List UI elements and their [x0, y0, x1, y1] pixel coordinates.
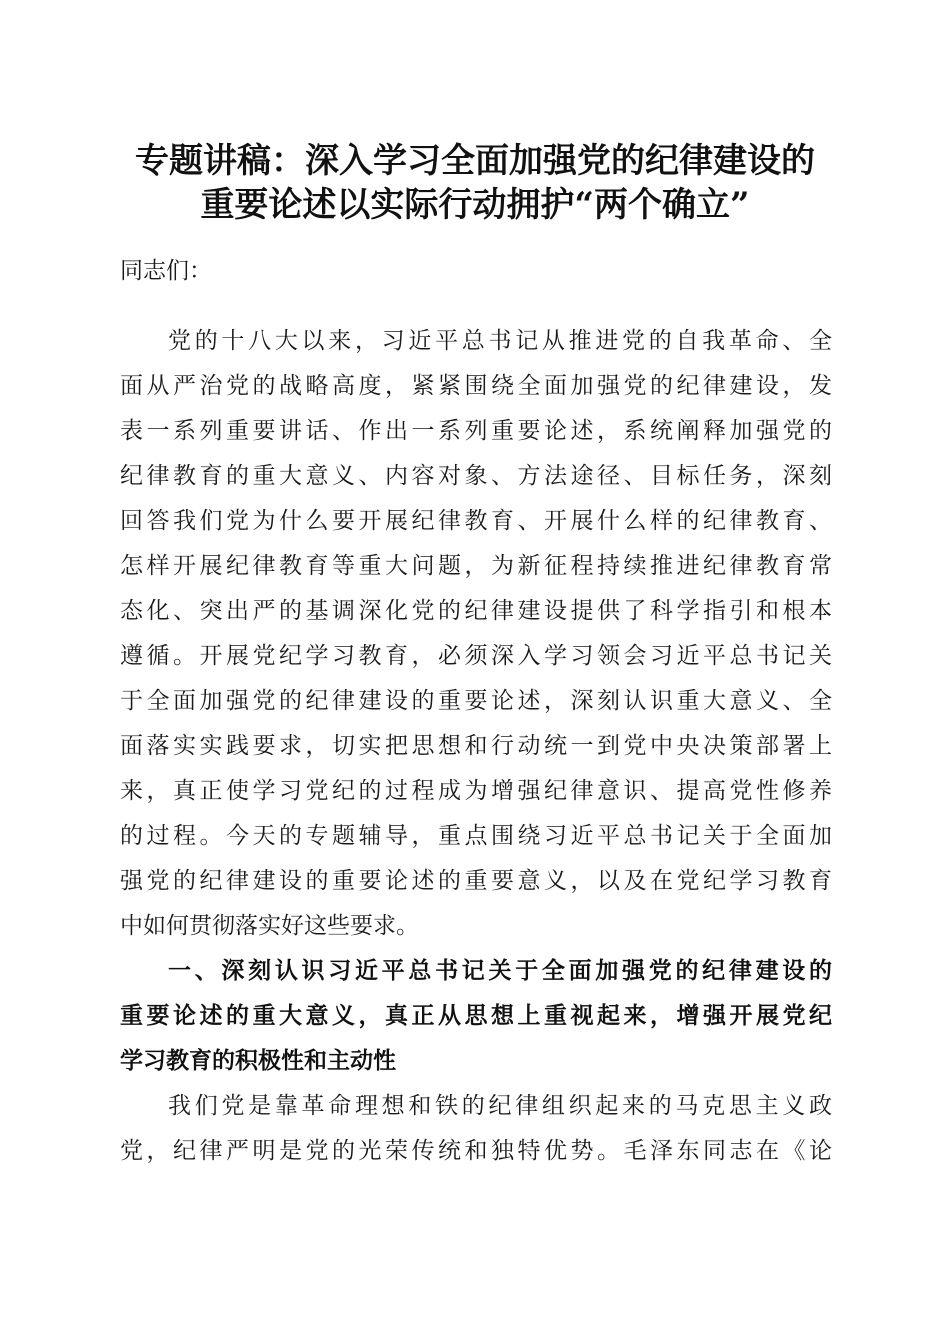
paragraph-1-line: 面落实实践要求，切实把思想和行动统一到党中央决策部署上: [120, 733, 832, 759]
section-heading-1-line: 重要论述的重大意义，真正从思想上重视起来，增强开展党纪: [120, 1003, 832, 1029]
section-heading-1-line: 学习教育的积极性和主动性: [120, 1048, 396, 1074]
paragraph-1-line: 党的十八大以来，习近平总书记从推进党的自我革命、全: [168, 328, 832, 354]
greeting: 同志们：: [120, 258, 212, 284]
paragraph-1-line: 表一系列重要讲话、作出一系列重要论述，系统阐释加强党的: [120, 418, 832, 444]
paragraph-1-line: 态化、突出严的基调深化党的纪律建设提供了科学指引和根本: [120, 598, 832, 624]
paragraph-2-line: 我们党是靠革命理想和铁的纪律组织起来的马克思主义政: [168, 1093, 832, 1119]
paragraph-2-line: 党，纪律严明是党的光荣传统和独特优势。毛泽东同志在《论: [120, 1138, 832, 1164]
paragraph-1-line: 回答我们党为什么要开展纪律教育、开展什么样的纪律教育、: [120, 508, 832, 534]
paragraph-1-line: 的过程。今天的专题辅导，重点围绕习近平总书记关于全面加: [120, 823, 832, 849]
document-title-line-1: 专题讲稿：深入学习全面加强党的纪律建设的: [135, 141, 815, 181]
paragraph-1-line: 遵循。开展党纪学习教育，必须深入学习领会习近平总书记关: [120, 643, 832, 669]
document-title-line-2: 重要论述以实际行动拥护“两个确立”: [200, 185, 750, 225]
paragraph-1-line: 纪律教育的重大意义、内容对象、方法途径、目标任务，深刻: [120, 463, 832, 489]
paragraph-1-line: 强党的纪律建设的重要论述的重要意义，以及在党纪学习教育: [120, 868, 832, 894]
paragraph-1-line: 中如何贯彻落实好这些要求。: [120, 913, 419, 939]
paragraph-1-line: 怎样开展纪律教育等重大问题，为新征程持续推进纪律教育常: [120, 553, 832, 579]
paragraph-1-line: 来，真正使学习党纪的过程成为增强纪律意识、提高党性修养: [120, 778, 832, 804]
paragraph-1-line: 于全面加强党的纪律建设的重要论述，深刻认识重大意义、全: [120, 688, 832, 714]
paragraph-1-line: 面从严治党的战略高度，紧紧围绕全面加强党的纪律建设，发: [120, 373, 832, 399]
section-heading-1-line: 一、深刻认识习近平总书记关于全面加强党的纪律建设的: [168, 958, 832, 984]
